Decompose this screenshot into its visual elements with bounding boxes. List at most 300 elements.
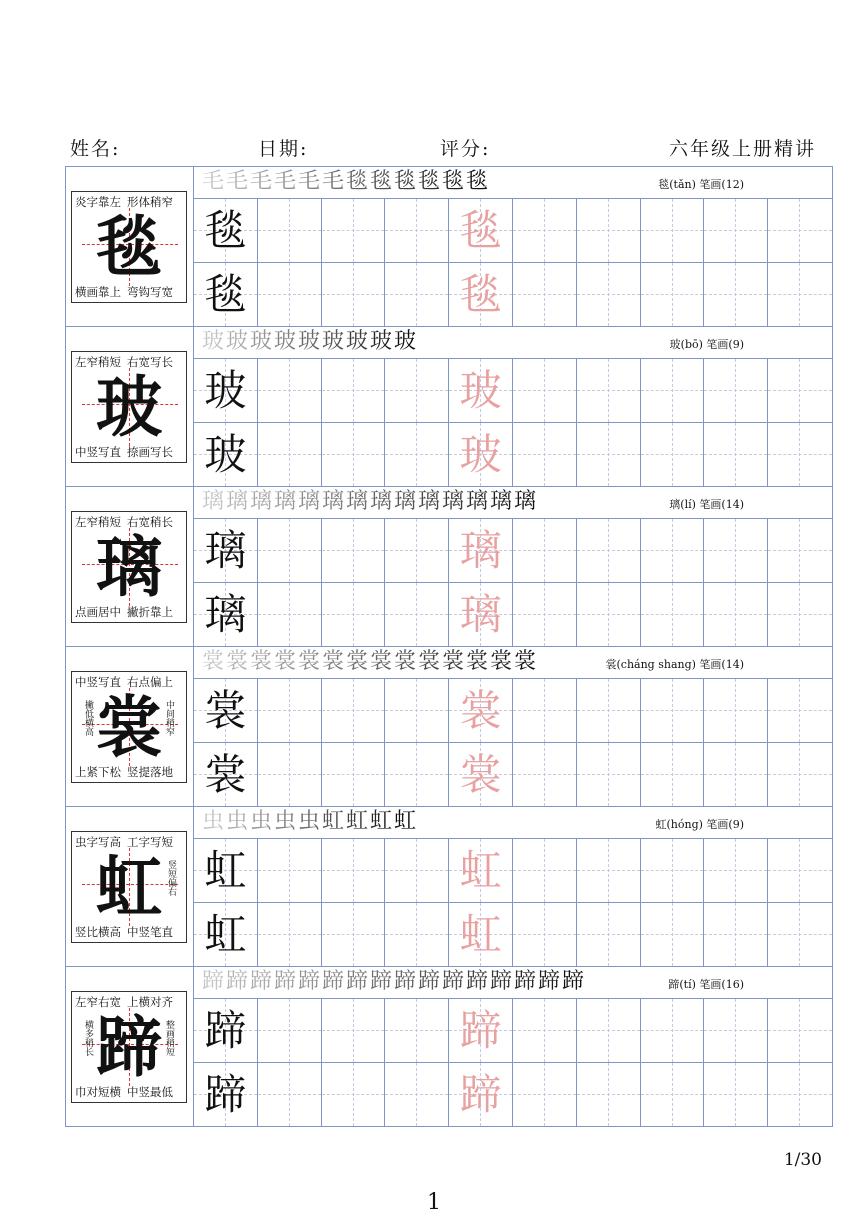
writing-row [194,999,832,1063]
cell-guide [704,230,767,231]
writing-cell[interactable] [449,903,513,966]
writing-cell[interactable] [322,743,386,806]
cell-guide [322,550,385,551]
writing-cell[interactable] [641,263,705,326]
writing-cell[interactable] [577,679,641,742]
cell-guide [258,550,321,551]
writing-row [194,583,832,647]
stroke-step: 璃 [202,489,225,514]
cell-guide [704,774,767,775]
writing-cell[interactable] [322,1063,386,1126]
writing-cell[interactable] [577,199,641,262]
cell-guide [577,454,640,455]
stroke-step: 虹 [322,809,345,834]
cell-guide [641,710,704,711]
page-number: 1 [427,1190,441,1215]
writing-cell[interactable] [704,679,768,742]
writing-cell[interactable] [768,583,832,646]
cell-guide [641,614,704,615]
writing-cell[interactable] [513,1063,577,1126]
tip-text: 撇折靠上 [127,605,173,619]
writing-cell[interactable] [704,839,768,902]
side-note: 横多稍长 [83,1020,93,1056]
writing-cell[interactable] [768,743,832,806]
writing-cell[interactable] [194,423,258,486]
writing-cell[interactable] [258,743,322,806]
writing-cell[interactable] [768,903,832,966]
cell-guide [513,230,576,231]
writing-cell[interactable] [385,1063,449,1126]
writing-cell[interactable] [704,199,768,262]
cell-guide [513,294,576,295]
writing-cell[interactable] [513,839,577,902]
character-block [66,487,832,647]
stroke-order-strip [194,647,832,679]
pinyin-strokes: 裳(cháng shang) 笔画(14) [605,658,744,671]
writing-row [194,423,832,487]
stroke-step: 璃 [394,489,417,514]
writing-cell[interactable] [258,263,322,326]
writing-cell[interactable] [449,583,513,646]
writing-cell[interactable] [641,519,705,582]
writing-cell[interactable] [577,263,641,326]
name-label: 姓名: [70,138,121,160]
model-character-card [71,351,187,463]
cell-guide [385,870,448,871]
writing-cell[interactable] [385,263,449,326]
character-block [66,647,832,807]
cell-guide [385,710,448,711]
writing-cell[interactable] [449,263,513,326]
writing-cell[interactable] [194,743,258,806]
writing-cell[interactable] [322,583,386,646]
model-character: 裳 [96,688,162,766]
score-label: 评分: [440,138,491,160]
stroke-step: 虫 [226,809,249,834]
example-character: 毯 [204,206,247,255]
cell-guide [385,614,448,615]
cell-guide [704,454,767,455]
course-title: 六年级上册精讲 [669,138,817,160]
cell-guide [385,550,448,551]
writing-cell[interactable] [322,359,386,422]
writing-cell[interactable] [322,199,386,262]
writing-cell[interactable] [194,839,258,902]
stroke-step: 璃 [490,489,513,514]
example-character: 玻 [204,366,247,415]
cell-guide [322,1094,385,1095]
cell-guide [704,390,767,391]
pinyin-strokes: 蹄(tí) 笔画(16) [668,978,744,991]
stroke-step: 裳 [226,649,249,674]
tips-bottom [75,924,179,940]
stroke-step: 蹄 [538,969,561,994]
writing-cell[interactable] [768,263,832,326]
writing-cell[interactable] [513,423,577,486]
writing-cell[interactable] [704,519,768,582]
cell-guide [258,710,321,711]
writing-cell[interactable] [577,839,641,902]
stroke-step: 璃 [418,489,441,514]
writing-cell[interactable] [449,839,513,902]
tips-bottom [75,444,179,460]
guide-panel [66,807,194,966]
cell-guide [513,870,576,871]
cell-guide [768,1030,832,1031]
writing-cell[interactable] [385,999,449,1062]
writing-cell[interactable] [258,999,322,1062]
tip-text: 上紧下松 [75,765,121,779]
stroke-step: 玻 [274,329,297,354]
stroke-step: 蹄 [370,969,393,994]
stroke-step: 璃 [274,489,297,514]
stroke-step: 璃 [226,489,249,514]
writing-cell[interactable] [385,743,449,806]
writing-cell[interactable] [768,999,832,1062]
stroke-step: 玻 [322,329,345,354]
writing-cell[interactable] [449,679,513,742]
stroke-step: 玻 [202,329,225,354]
writing-cell[interactable] [704,743,768,806]
writing-cell[interactable] [385,359,449,422]
stroke-step: 蹄 [226,969,249,994]
cell-guide [641,294,704,295]
stroke-step: 裳 [370,649,393,674]
practice-area [194,647,832,806]
cell-guide [704,934,767,935]
cell-guide [768,454,832,455]
stroke-step: 蹄 [394,969,417,994]
writing-cell[interactable] [513,519,577,582]
writing-cell[interactable] [513,999,577,1062]
cell-guide [385,934,448,935]
tip-text: 左窄稍短 [75,355,121,369]
writing-cell[interactable] [577,359,641,422]
writing-cell[interactable] [768,519,832,582]
example-character: 蹄 [204,1006,247,1055]
cell-guide [385,390,448,391]
writing-cell[interactable] [513,679,577,742]
trace-character: 玻 [459,430,502,479]
stroke-step: 裳 [394,649,417,674]
stroke-step: 裳 [298,649,321,674]
pinyin-strokes: 毯(tǎn) 笔画(12) [658,178,744,191]
writing-cell[interactable] [258,583,322,646]
writing-cell[interactable] [385,423,449,486]
writing-cell[interactable] [322,839,386,902]
tip-text: 上横对齐 [127,995,173,1009]
writing-cell[interactable] [258,423,322,486]
writing-cell[interactable] [194,1063,258,1126]
cell-guide [577,230,640,231]
writing-cell[interactable] [194,999,258,1062]
tip-text: 点画居中 [75,605,121,619]
tip-text: 竖提落地 [127,765,173,779]
cell-guide [322,614,385,615]
cell-guide [577,1094,640,1095]
writing-cell[interactable] [449,1063,513,1126]
writing-cell[interactable] [704,423,768,486]
cell-guide [768,230,832,231]
stroke-step: 玻 [226,329,249,354]
cell-guide [704,294,767,295]
cell-guide [513,550,576,551]
writing-cell[interactable] [577,1063,641,1126]
stroke-step: 毯 [346,169,369,194]
writing-cell[interactable] [641,679,705,742]
cell-guide [322,230,385,231]
writing-cell[interactable] [449,199,513,262]
stroke-step: 璃 [250,489,273,514]
writing-cell[interactable] [385,839,449,902]
writing-cell[interactable] [194,583,258,646]
cell-guide [322,294,385,295]
cell-guide [577,294,640,295]
writing-cell[interactable] [641,903,705,966]
writing-cell[interactable] [704,903,768,966]
writing-cell[interactable] [385,903,449,966]
writing-cell[interactable] [194,199,258,262]
writing-cell[interactable] [577,423,641,486]
stroke-step: 毯 [442,169,465,194]
cell-guide [768,614,832,615]
stroke-step: 璃 [298,489,321,514]
stroke-order-strip [194,807,832,839]
writing-cell[interactable] [513,263,577,326]
practice-area [194,487,832,646]
trace-character: 裳 [459,750,502,799]
tip-text: 捺画写长 [127,445,173,459]
example-character: 玻 [204,430,247,479]
stroke-step: 蹄 [466,969,489,994]
writing-cell[interactable] [322,999,386,1062]
tip-text: 中竖笔直 [127,925,173,939]
cell-guide [258,390,321,391]
cell-guide [322,710,385,711]
cell-guide [704,1030,767,1031]
stroke-step: 毛 [226,169,249,194]
writing-cell[interactable] [704,583,768,646]
stroke-order-strip [194,327,832,359]
writing-cell[interactable] [322,423,386,486]
stroke-step: 虫 [202,809,225,834]
cell-guide [641,1030,704,1031]
cell-guide [641,1094,704,1095]
writing-cell[interactable] [258,519,322,582]
model-character: 虹 [96,848,162,926]
guide-panel [66,487,194,646]
example-character: 蹄 [204,1070,247,1119]
writing-cell[interactable] [641,359,705,422]
cell-guide [577,934,640,935]
tips-bottom [75,1084,179,1100]
writing-cell[interactable] [768,359,832,422]
writing-cell[interactable] [577,519,641,582]
cell-guide [641,550,704,551]
writing-cell[interactable] [194,679,258,742]
writing-cell[interactable] [641,423,705,486]
cell-guide [322,870,385,871]
cell-guide [322,390,385,391]
trace-character: 毯 [459,206,502,255]
tip-text: 弯钩写宽 [127,285,173,299]
stroke-step: 裳 [514,649,537,674]
cell-guide [513,1094,576,1095]
cell-guide [577,550,640,551]
writing-cell[interactable] [641,583,705,646]
tip-text: 工字写短 [127,835,173,849]
cell-guide [322,1030,385,1031]
cell-guide [768,870,832,871]
example-character: 璃 [204,526,247,575]
cell-guide [385,774,448,775]
writing-cell[interactable] [258,359,322,422]
stroke-step: 毛 [250,169,273,194]
cell-guide [258,614,321,615]
tip-text: 中竖最低 [127,1085,173,1099]
stroke-step: 蹄 [298,969,321,994]
writing-cell[interactable] [258,1063,322,1126]
cell-guide [258,1030,321,1031]
writing-cell[interactable] [641,1063,705,1126]
writing-cell[interactable] [513,359,577,422]
writing-cell[interactable] [449,999,513,1062]
cell-guide [577,774,640,775]
stroke-step: 裳 [346,649,369,674]
character-block [66,967,832,1127]
stroke-step: 裳 [322,649,345,674]
tips-bottom [75,764,179,780]
stroke-step: 玻 [346,329,369,354]
writing-cell[interactable] [577,903,641,966]
example-character: 虹 [204,910,247,959]
trace-character: 虹 [459,910,502,959]
practice-area [194,327,832,486]
writing-cell[interactable] [704,359,768,422]
writing-cell[interactable] [513,903,577,966]
stroke-step: 璃 [322,489,345,514]
writing-cell[interactable] [641,839,705,902]
stroke-step: 裳 [442,649,465,674]
stroke-step: 毛 [274,169,297,194]
writing-cell[interactable] [577,743,641,806]
tip-text: 竖比横高 [75,925,121,939]
cell-guide [577,710,640,711]
cell-guide [768,294,832,295]
writing-row [194,199,832,263]
writing-cell[interactable] [449,519,513,582]
side-note: 撇低横高 [83,700,93,736]
cell-guide [577,390,640,391]
cell-guide [704,870,767,871]
writing-cell[interactable] [385,679,449,742]
writing-cell[interactable] [768,423,832,486]
writing-cell[interactable] [385,583,449,646]
writing-cell[interactable] [704,263,768,326]
writing-cell[interactable] [194,903,258,966]
model-character-card [71,671,187,783]
writing-cell[interactable] [641,743,705,806]
tip-text: 横画靠上 [75,285,121,299]
writing-cell[interactable] [385,519,449,582]
writing-cell[interactable] [513,583,577,646]
model-character-card [71,191,187,303]
writing-cell[interactable] [768,1063,832,1126]
stroke-step: 虫 [298,809,321,834]
trace-character: 虹 [459,846,502,895]
writing-cell[interactable] [641,999,705,1062]
stroke-step: 裳 [250,649,273,674]
guide-panel [66,327,194,486]
writing-cell[interactable] [768,679,832,742]
tip-text: 左窄右宽 [75,995,121,1009]
stroke-step: 毯 [466,169,489,194]
stroke-step: 玻 [370,329,393,354]
writing-cell[interactable] [768,839,832,902]
cell-guide [513,934,576,935]
cell-guide [641,774,704,775]
writing-cell[interactable] [513,743,577,806]
writing-cell[interactable] [194,263,258,326]
writing-cell[interactable] [577,999,641,1062]
writing-cell[interactable] [194,519,258,582]
stroke-step: 玻 [298,329,321,354]
cell-guide [385,230,448,231]
writing-cell[interactable] [704,999,768,1062]
writing-cell[interactable] [449,423,513,486]
writing-cell[interactable] [258,199,322,262]
stroke-step: 裳 [490,649,513,674]
writing-cell[interactable] [258,903,322,966]
writing-cell[interactable] [322,903,386,966]
writing-cell[interactable] [385,199,449,262]
stroke-step: 璃 [466,489,489,514]
writing-cell[interactable] [449,743,513,806]
trace-character: 玻 [459,366,502,415]
writing-cell[interactable] [577,583,641,646]
stroke-step: 毯 [370,169,393,194]
writing-cell[interactable] [513,199,577,262]
stroke-step: 蹄 [442,969,465,994]
stroke-step: 璃 [442,489,465,514]
writing-cell[interactable] [322,263,386,326]
writing-cell[interactable] [641,199,705,262]
example-character: 裳 [204,686,247,735]
writing-cell[interactable] [258,679,322,742]
practice-area [194,807,832,966]
cell-guide [577,614,640,615]
writing-row [194,263,832,327]
writing-cell[interactable] [449,359,513,422]
writing-cell[interactable] [258,839,322,902]
page-count: 1/30 [783,1150,822,1170]
cell-guide [768,550,832,551]
cell-guide [322,454,385,455]
writing-cell[interactable] [322,679,386,742]
writing-cell[interactable] [194,359,258,422]
writing-cell[interactable] [704,1063,768,1126]
stroke-step: 璃 [346,489,369,514]
practice-sheet [65,166,833,1127]
practice-area [194,167,832,326]
model-character: 玻 [96,368,162,446]
trace-character: 璃 [459,590,502,639]
writing-cell[interactable] [768,199,832,262]
cell-guide [768,934,832,935]
stroke-step: 毯 [394,169,417,194]
writing-cell[interactable] [322,519,386,582]
cell-guide [513,454,576,455]
